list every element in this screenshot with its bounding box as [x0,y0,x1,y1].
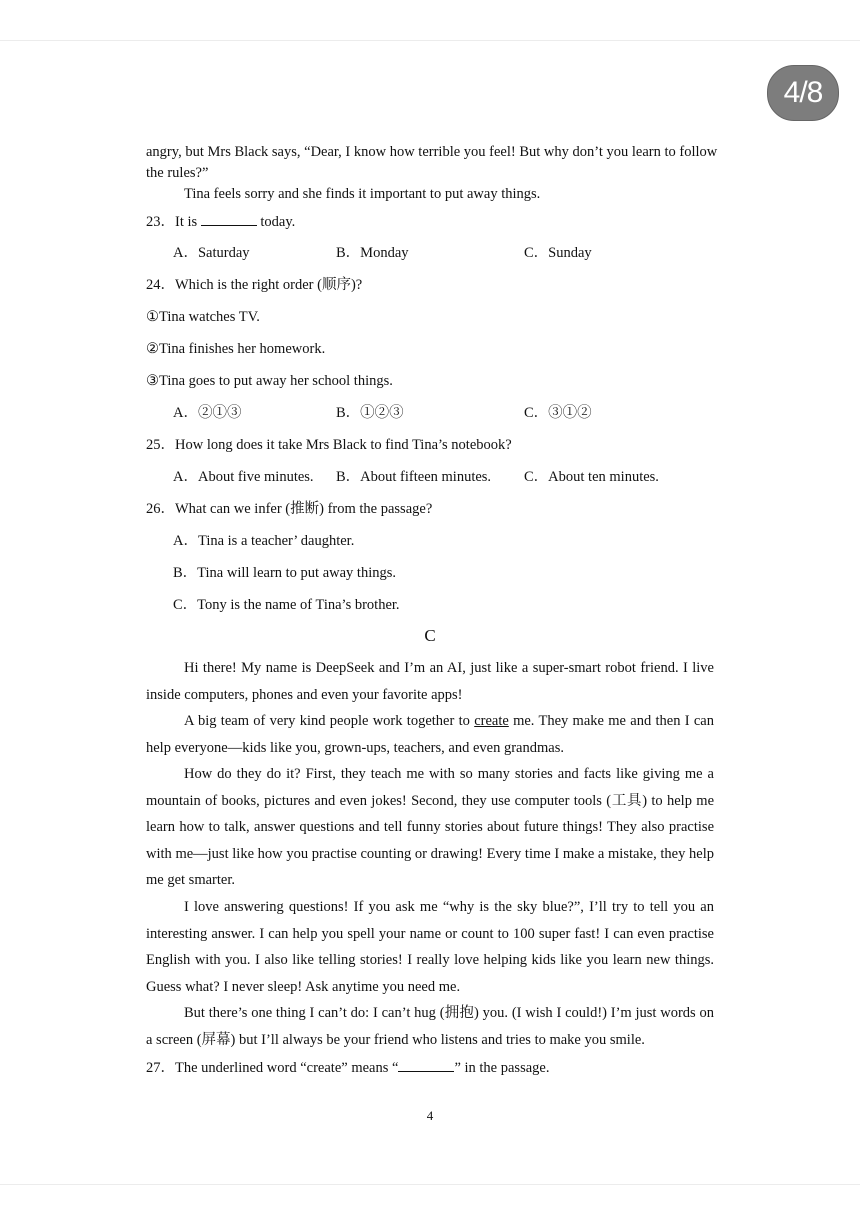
question-24-option-c[interactable]: C．③①② [524,405,592,421]
question-26-option-a[interactable]: A．Tina is a teacher’ daughter. [173,533,355,549]
top-divider [0,40,860,41]
question-24-option-b[interactable]: B．①②③ [336,405,404,421]
page-number: 4 [426,1108,434,1123]
question-27-stem-before: 27．The underlined word “create” means “ [146,1060,399,1076]
question-26-option-b[interactable]: B．Tina will learn to put away things. [173,565,396,581]
answer-blank [201,211,257,226]
question-23-stem [146,211,295,232]
question-25-option-a[interactable]: A．About five minutes. [173,469,314,485]
bottom-divider [0,1184,860,1185]
question-23-stem-after: today. [260,214,296,230]
passage-c-paragraph-2 [146,708,714,761]
question-24-stem: 24．Which is the right order (顺序)? [146,277,363,293]
passage-c-paragraph-5: But there’s one thing I can’t do: I can’t hug (拥抱) you. (I wish I could!) I’m just words on a screen (屏幕) but I’ll always be your friend who listens and tries to make you smile. [146,1005,714,1048]
question-25-option-b[interactable]: B．About fifteen minutes. [336,469,492,485]
question-24-option-a[interactable]: A．②①③ [173,405,242,421]
question-24-event-2: ②Tina finishes her homework. [146,341,326,357]
question-23-stem-before: 23．It is [146,214,198,230]
question-27-stem [146,1057,549,1078]
question-24-event-1: ①Tina watches TV. [146,309,260,325]
underlined-word-create: create [474,713,509,729]
passage-c-paragraph-3: How do they do it? First, they teach me with so many stories and facts like giving me a mountain of books, pictures and even jokes! Second, they use computer tools (工具) to help me learn how to talk, answer questions and tell funny stories about future things! They also practise with me—just like how you practise counting or drawing! Every time I make a mistake, they help me get smarter. [146,766,714,888]
passage-b-line-3: Tina feels sorry and she finds it important to put away things. [184,186,541,202]
question-23-option-a[interactable]: A．Saturday [173,245,250,261]
question-25-stem: 25．How long does it take Mrs Black to find Tina’s notebook? [146,437,512,453]
question-27-stem-after: ” in the passage. [454,1060,550,1076]
question-23-option-c[interactable]: C．Sunday [524,245,592,261]
passage-c-paragraph-2-after: me. They make me and then I can help everyone—kids like you, grown-ups, teachers, and even grandmas. [146,713,714,756]
question-25-option-c[interactable]: C．About ten minutes. [524,469,659,485]
passage-c-paragraph-4: I love answering questions! If you ask me “why is the sky blue?”, I’ll try to tell you an interesting answer. I can help you spell your name or count to 100 super fast! I can even practise English with you. I also like telling stories! I really love helping kids like you learn new things. Guess what? I never sleep! Ask anytime you need me. [146,899,714,995]
question-23-option-b[interactable]: B．Monday [336,245,409,261]
passage-b-line-1: angry, but Mrs Black says, “Dear, I know how terrible you feel! But why don’t you learn to follow [146,144,718,160]
question-26-stem: 26．What can we infer (推断) from the passage? [146,501,433,517]
page-indicator-badge[interactable]: 4/8 [767,65,839,121]
answer-blank [398,1057,454,1072]
passage-c-paragraph-2-before: A big team of very kind people work together to [184,713,470,729]
passage-c-heading: C [424,626,436,645]
question-26-option-c[interactable]: C．Tony is the name of Tina’s brother. [173,597,400,613]
question-24-event-3: ③Tina goes to put away her school things. [146,373,393,389]
passage-b-line-2: the rules?” [146,165,209,181]
passage-c-paragraph-1: Hi there! My name is DeepSeek and I’m an AI, just like a super-smart robot friend. I live inside computers, phones and even your favorite apps! [146,660,714,703]
